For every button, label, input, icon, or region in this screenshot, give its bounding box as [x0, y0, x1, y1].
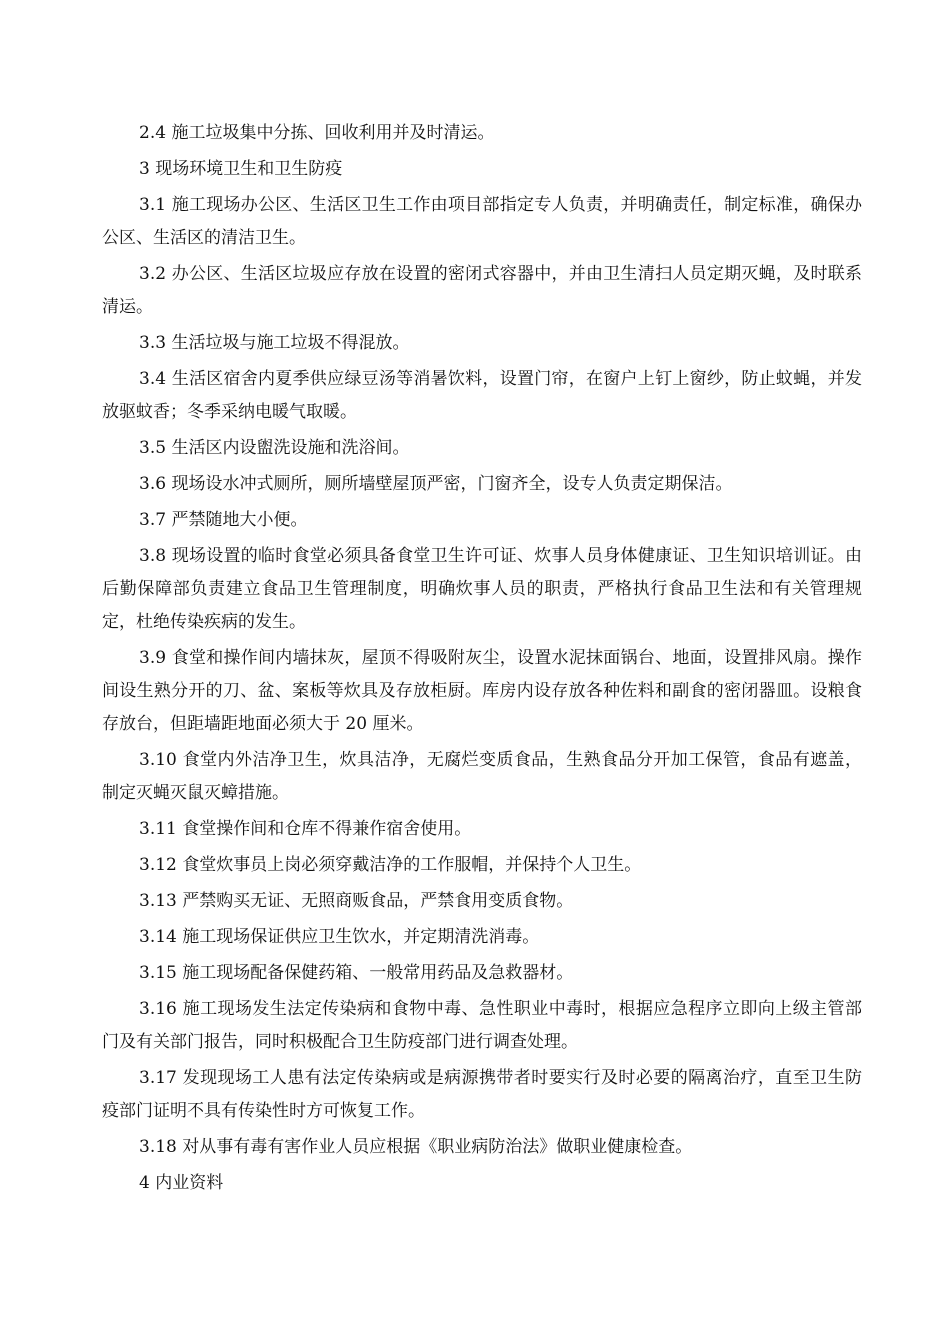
document-body	[102, 117, 862, 1203]
paragraph-3-18: 3.18 对从事有毒有害作业人员应根据《职业病防治法》做职业健康检查。	[139, 1137, 693, 1157]
section-heading-3: 3 现场环境卫生和卫生防疫	[139, 159, 343, 179]
paragraph-3-2: 3.2 办公区、生活区垃圾应存放在设置的密闭式容器中，并由卫生清扫人员定期灭蝇，及时联系清运。	[102, 264, 862, 317]
section-heading-4: 4 内业资料	[139, 1173, 224, 1193]
paragraph-3-4: 3.4 生活区宿舍内夏季供应绿豆汤等消暑饮料，设置门帘，在窗户上钉上窗纱，防止蚊蝇，并发放驱蚊香；冬季采纳电暖气取暖。	[102, 369, 862, 422]
paragraph-3-6: 3.6 现场设水冲式厕所，厕所墙壁屋顶严密，门窗齐全，设专人负责定期保洁。	[139, 474, 733, 494]
paragraph-3-17: 3.17 发现现场工人患有法定传染病或是病源携带者时要实行及时必要的隔离治疗，直至卫生防疫部门证明不具有传染性时方可恢复工作。	[102, 1068, 862, 1121]
paragraph-3-10: 3.10 食堂内外洁净卫生，炊具洁净，无腐烂变质食品，生熟食品分开加工保管，食品有遮盖，制定灭蝇灭鼠灭蟑措施。	[102, 750, 862, 803]
paragraph-2-4: 2.4 施工垃圾集中分拣、回收利用并及时清运。	[139, 123, 495, 143]
paragraph-3-13: 3.13 严禁购买无证、无照商贩食品，严禁食用变质食物。	[139, 891, 574, 911]
paragraph-3-1: 3.1 施工现场办公区、生活区卫生工作由项目部指定专人负责，并明确责任，制定标准，确保办公区、生活区的清洁卫生。	[102, 195, 862, 248]
paragraph-3-3: 3.3 生活垃圾与施工垃圾不得混放。	[139, 333, 410, 353]
paragraph-3-11: 3.11 食堂操作间和仓库不得兼作宿舍使用。	[139, 819, 472, 839]
paragraph-3-16: 3.16 施工现场发生法定传染病和食物中毒、急性职业中毒时，根据应急程序立即向上级主管部门及有关部门报告，同时积极配合卫生防疫部门进行调查处理。	[102, 999, 862, 1052]
paragraph-3-5: 3.5 生活区内设盥洗设施和洗浴间。	[139, 438, 410, 458]
paragraph-3-14: 3.14 施工现场保证供应卫生饮水，并定期清洗消毒。	[139, 927, 540, 947]
paragraph-3-12: 3.12 食堂炊事员上岗必须穿戴洁净的工作服帽，并保持个人卫生。	[139, 855, 642, 875]
paragraph-3-9: 3.9 食堂和操作间内墙抹灰，屋顶不得吸附灰尘，设置水泥抹面锅台、地面，设置排风扇。操作间设生熟分开的刀、盆、案板等炊具及存放柜厨。库房内设存放各种佐料和副食的密闭器皿。设粮食存放台，但距墙距地面必须大于 20 厘米。	[102, 648, 862, 734]
paragraph-3-8: 3.8 现场设置的临时食堂必须具备食堂卫生许可证、炊事人员身体健康证、卫生知识培训证。由后勤保障部负责建立食品卫生管理制度，明确炊事人员的职责，严格执行食品卫生法和有关管理规定，杜绝传染疾病的发生。	[102, 546, 862, 632]
paragraph-3-15: 3.15 施工现场配备保健药箱、一般常用药品及急救器材。	[139, 963, 574, 983]
paragraph-3-7: 3.7 严禁随地大小便。	[139, 510, 308, 530]
